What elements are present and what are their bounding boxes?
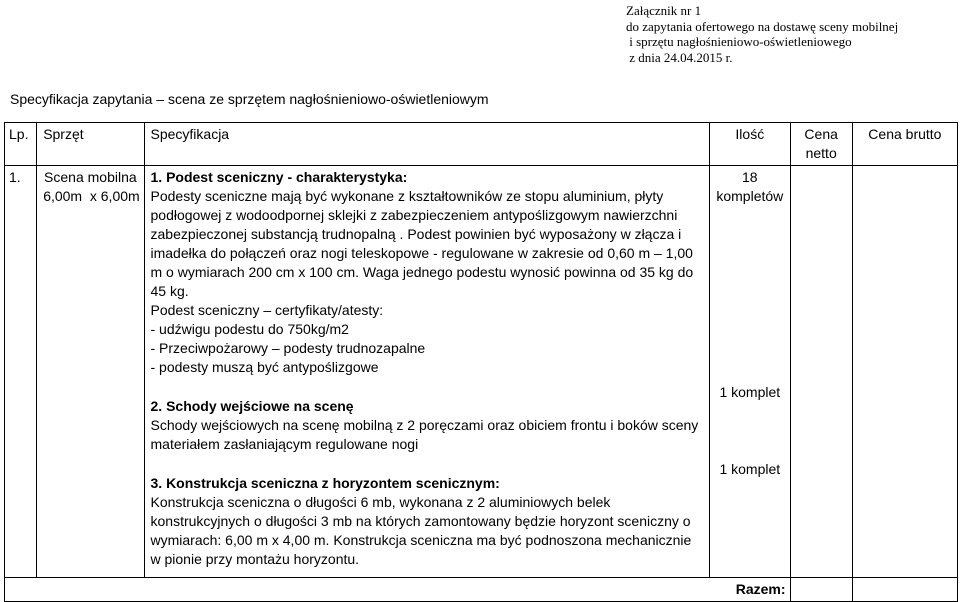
header-lp: Lp. bbox=[5, 123, 37, 166]
equipment-name: Scena mobilna bbox=[44, 169, 137, 185]
row-cena-netto bbox=[790, 166, 852, 578]
table-row bbox=[5, 166, 958, 578]
row-specification bbox=[144, 166, 710, 578]
header-specyfikacja: Specyfikacja bbox=[144, 123, 710, 166]
spec-item-schody bbox=[151, 397, 704, 454]
row-lp: 1. bbox=[5, 166, 37, 578]
table-header-row bbox=[5, 123, 958, 166]
specification-table bbox=[4, 122, 958, 602]
spec-item-heading: 2. Schody wejściowe na scenę bbox=[150, 398, 354, 414]
spec-item-antislip: - podesty muszą być antypoślizgowe bbox=[150, 359, 379, 375]
row-quantity bbox=[710, 166, 790, 578]
total-netto bbox=[790, 578, 852, 602]
row-sprzet bbox=[37, 166, 144, 578]
attachment-line-2: do zapytania ofertowego na dostawę sceny mobilnej bbox=[626, 18, 899, 34]
attachment-header bbox=[626, 3, 898, 65]
spec-item-body: Konstrukcja sceniczna o długości 6 mb, wykonana z 2 aluminiowych belek konstrukcyjnych o długości 3 mb na których zamontowany będzie horyzont sceniczny o wymiarach: 6,00 m x 4,00 m. Konstrukcja sceniczna ma być podnoszona mechanicznie w pionie przy montażu horyzontu. bbox=[150, 494, 692, 567]
spec-item-heading: 1. Podest sceniczny - charakterystyka: bbox=[150, 169, 408, 185]
qty-schody: 1 komplet bbox=[719, 384, 781, 400]
spec-item-body: Schody wejściowych na scenę mobilną z 2 poręczami oraz obiciem frontu i boków sceny materiałem zasłaniającym regulowane nogi bbox=[150, 417, 699, 452]
header-cena-brutto: Cena brutto bbox=[852, 123, 957, 166]
header-sprzet: Sprzęt bbox=[37, 123, 144, 166]
qty-podest: 18 kompletów bbox=[716, 169, 784, 204]
total-row bbox=[5, 578, 958, 602]
equipment-size: 6,00m x 6,00m bbox=[43, 188, 140, 204]
header-cena-netto: Cena netto bbox=[790, 123, 852, 166]
attachment-line-3: i sprzętu nagłośnieniowo-oświetleniowego bbox=[626, 34, 852, 49]
spec-item-fire: - Przeciwpożarowy – podesty trudnozapalne bbox=[150, 340, 426, 356]
spec-item-load: - udźwigu podestu do 750kg/m2 bbox=[150, 321, 349, 337]
qty-konstrukcja: 1 komplet bbox=[719, 461, 781, 477]
total-label: Razem: bbox=[5, 578, 791, 602]
attachment-number: Załącznik nr 1 bbox=[626, 3, 702, 18]
row-cena-brutto bbox=[852, 166, 957, 578]
spec-item-certs: Podest sceniczny – certyfikaty/atesty: bbox=[150, 302, 384, 318]
spec-item-body: Podesty sceniczne mają być wykonane z kształtowników ze stopu aluminium, płyty podłogowej z wodoodpornej sklejki z zabezpieczeniem antypoślizgowym nawierzchni zabezpieczonej substancją trudnopalną . Podest powinien być wyposażony w złącza i imadełka do połączeń oraz nogi teleskopowe - regulowane w zakresie od 0,60 m – 1,00 m o wymiarach 200 cm x 100 cm. Waga jednego podestu wynosić powinna od 35 kg do 45 kg. bbox=[150, 188, 694, 299]
spec-item-podest bbox=[151, 168, 704, 377]
total-brutto bbox=[852, 578, 957, 602]
document-title: Specyfikacja zapytania – scena ze sprzętem nagłośnieniowo-oświetleniowym bbox=[10, 91, 489, 107]
header-ilosc: Ilość bbox=[710, 123, 790, 166]
spec-item-heading: 3. Konstrukcja sceniczna z horyzontem scenicznym: bbox=[150, 475, 500, 491]
spec-item-konstrukcja bbox=[151, 474, 704, 569]
attachment-date: z dnia 24.04.2015 r. bbox=[626, 49, 733, 65]
